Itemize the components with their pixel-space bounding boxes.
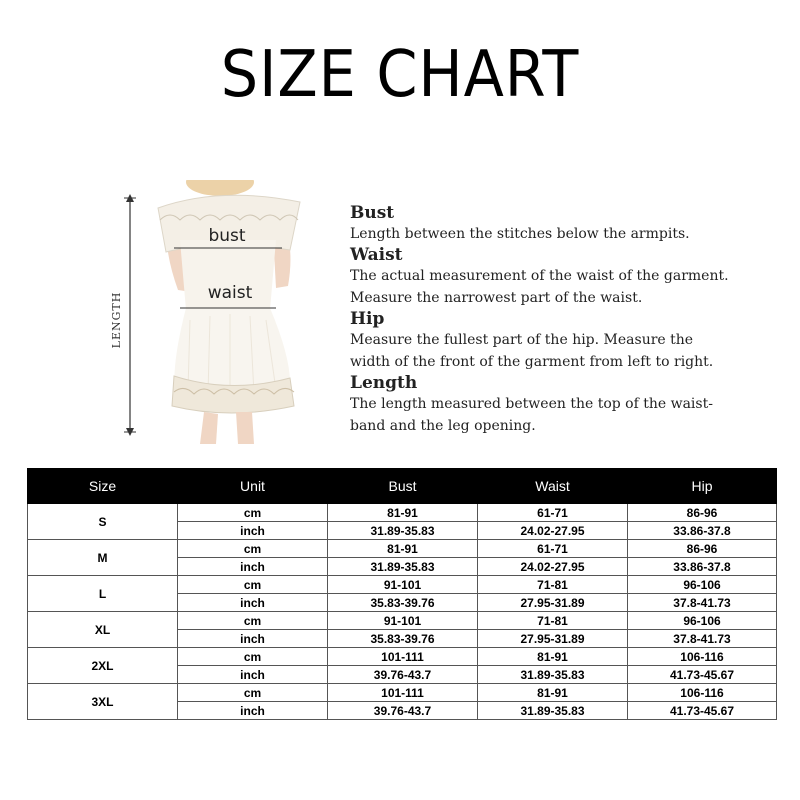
- bust-cell: 81-91: [328, 540, 478, 558]
- bust-cell: 31.89-35.83: [328, 522, 478, 540]
- measurement-descriptions: [350, 203, 770, 437]
- description-line: Length between the stitches below the armpits.: [350, 226, 690, 242]
- bust-cell: 39.76-43.7: [328, 702, 478, 720]
- bust-cell: 91-101: [328, 612, 478, 630]
- length-label: LENGTH: [110, 291, 123, 349]
- waist-cell: 71-81: [478, 576, 628, 594]
- bust-description: [350, 203, 770, 245]
- bust-cell: 91-101: [328, 576, 478, 594]
- hip-cell: 106-116: [628, 684, 777, 702]
- description-line: Measure the narrowest part of the waist.: [350, 290, 643, 306]
- description-line: The actual measurement of the waist of the garment.: [350, 268, 729, 284]
- hip-cell: 41.73-45.67: [628, 702, 777, 720]
- bust-cell: 31.89-35.83: [328, 558, 478, 576]
- hip-cell: 96-106: [628, 612, 777, 630]
- table-row: [28, 576, 777, 594]
- waist-cell: 31.89-35.83: [478, 666, 628, 684]
- bust-cell: 101-111: [328, 684, 478, 702]
- waist-cell: 81-91: [478, 684, 628, 702]
- waist-cell: 24.02-27.95: [478, 522, 628, 540]
- hip-cell: 33.86-37.8: [628, 522, 777, 540]
- bust-label: bust: [208, 226, 246, 246]
- hip-cell: 33.86-37.8: [628, 558, 777, 576]
- hip-cell: 37.8-41.73: [628, 630, 777, 648]
- description-term: Bust: [350, 203, 395, 223]
- dress-figure: [100, 180, 340, 450]
- waist-label: waist: [207, 283, 253, 303]
- waist-cell: 61-71: [478, 540, 628, 558]
- description-line: Measure the fullest part of the hip. Measure the: [350, 332, 694, 348]
- description-line: width of the front of the garment from left to right.: [350, 354, 714, 370]
- size-cell: M: [28, 540, 178, 576]
- waist-cell: 31.89-35.83: [478, 702, 628, 720]
- page-title: SIZE CHART: [220, 38, 580, 112]
- table-row: [28, 540, 777, 558]
- unit-cell: inch: [178, 594, 328, 612]
- table-row: [28, 612, 777, 630]
- size-cell: S: [28, 504, 178, 540]
- table-row: [28, 504, 777, 522]
- unit-cell: cm: [178, 684, 328, 702]
- size-table: [27, 468, 777, 720]
- unit-cell: cm: [178, 648, 328, 666]
- header-unit: Unit: [178, 469, 328, 504]
- length-description: [350, 373, 770, 437]
- hip-cell: 106-116: [628, 648, 777, 666]
- size-cell: 3XL: [28, 684, 178, 720]
- unit-cell: inch: [178, 666, 328, 684]
- waist-cell: 71-81: [478, 612, 628, 630]
- header-waist: Waist: [478, 469, 628, 504]
- hip-cell: 37.8-41.73: [628, 594, 777, 612]
- waist-cell: 27.95-31.89: [478, 630, 628, 648]
- waist-cell: 81-91: [478, 648, 628, 666]
- model-picture: [158, 180, 300, 444]
- description-term: Length: [350, 373, 418, 393]
- size-cell: L: [28, 576, 178, 612]
- waist-cell: 24.02-27.95: [478, 558, 628, 576]
- waist-description: [350, 245, 770, 309]
- bust-cell: 81-91: [328, 504, 478, 522]
- description-line: The length measured between the top of the waist-: [350, 396, 713, 412]
- hip-cell: 86-96: [628, 504, 777, 522]
- unit-cell: cm: [178, 540, 328, 558]
- bust-cell: 39.76-43.7: [328, 666, 478, 684]
- table-header-row: [28, 469, 777, 504]
- bust-cell: 35.83-39.76: [328, 630, 478, 648]
- size-cell: XL: [28, 612, 178, 648]
- header-bust: Bust: [328, 469, 478, 504]
- hip-cell: 41.73-45.67: [628, 666, 777, 684]
- length-arrow: [124, 194, 136, 436]
- unit-cell: inch: [178, 630, 328, 648]
- waist-cell: 61-71: [478, 504, 628, 522]
- unit-cell: inch: [178, 558, 328, 576]
- unit-cell: inch: [178, 522, 328, 540]
- description-line: band and the leg opening.: [350, 418, 536, 434]
- description-term: Hip: [350, 309, 385, 329]
- hip-cell: 86-96: [628, 540, 777, 558]
- table-row: [28, 684, 777, 702]
- bust-cell: 101-111: [328, 648, 478, 666]
- header-size: Size: [28, 469, 178, 504]
- description-term: Waist: [350, 245, 403, 265]
- unit-cell: cm: [178, 504, 328, 522]
- size-cell: 2XL: [28, 648, 178, 684]
- unit-cell: cm: [178, 576, 328, 594]
- unit-cell: cm: [178, 612, 328, 630]
- unit-cell: inch: [178, 702, 328, 720]
- waist-cell: 27.95-31.89: [478, 594, 628, 612]
- hip-cell: 96-106: [628, 576, 777, 594]
- header-hip: Hip: [628, 469, 777, 504]
- table-row: [28, 648, 777, 666]
- hip-description: [350, 309, 770, 373]
- bust-cell: 35.83-39.76: [328, 594, 478, 612]
